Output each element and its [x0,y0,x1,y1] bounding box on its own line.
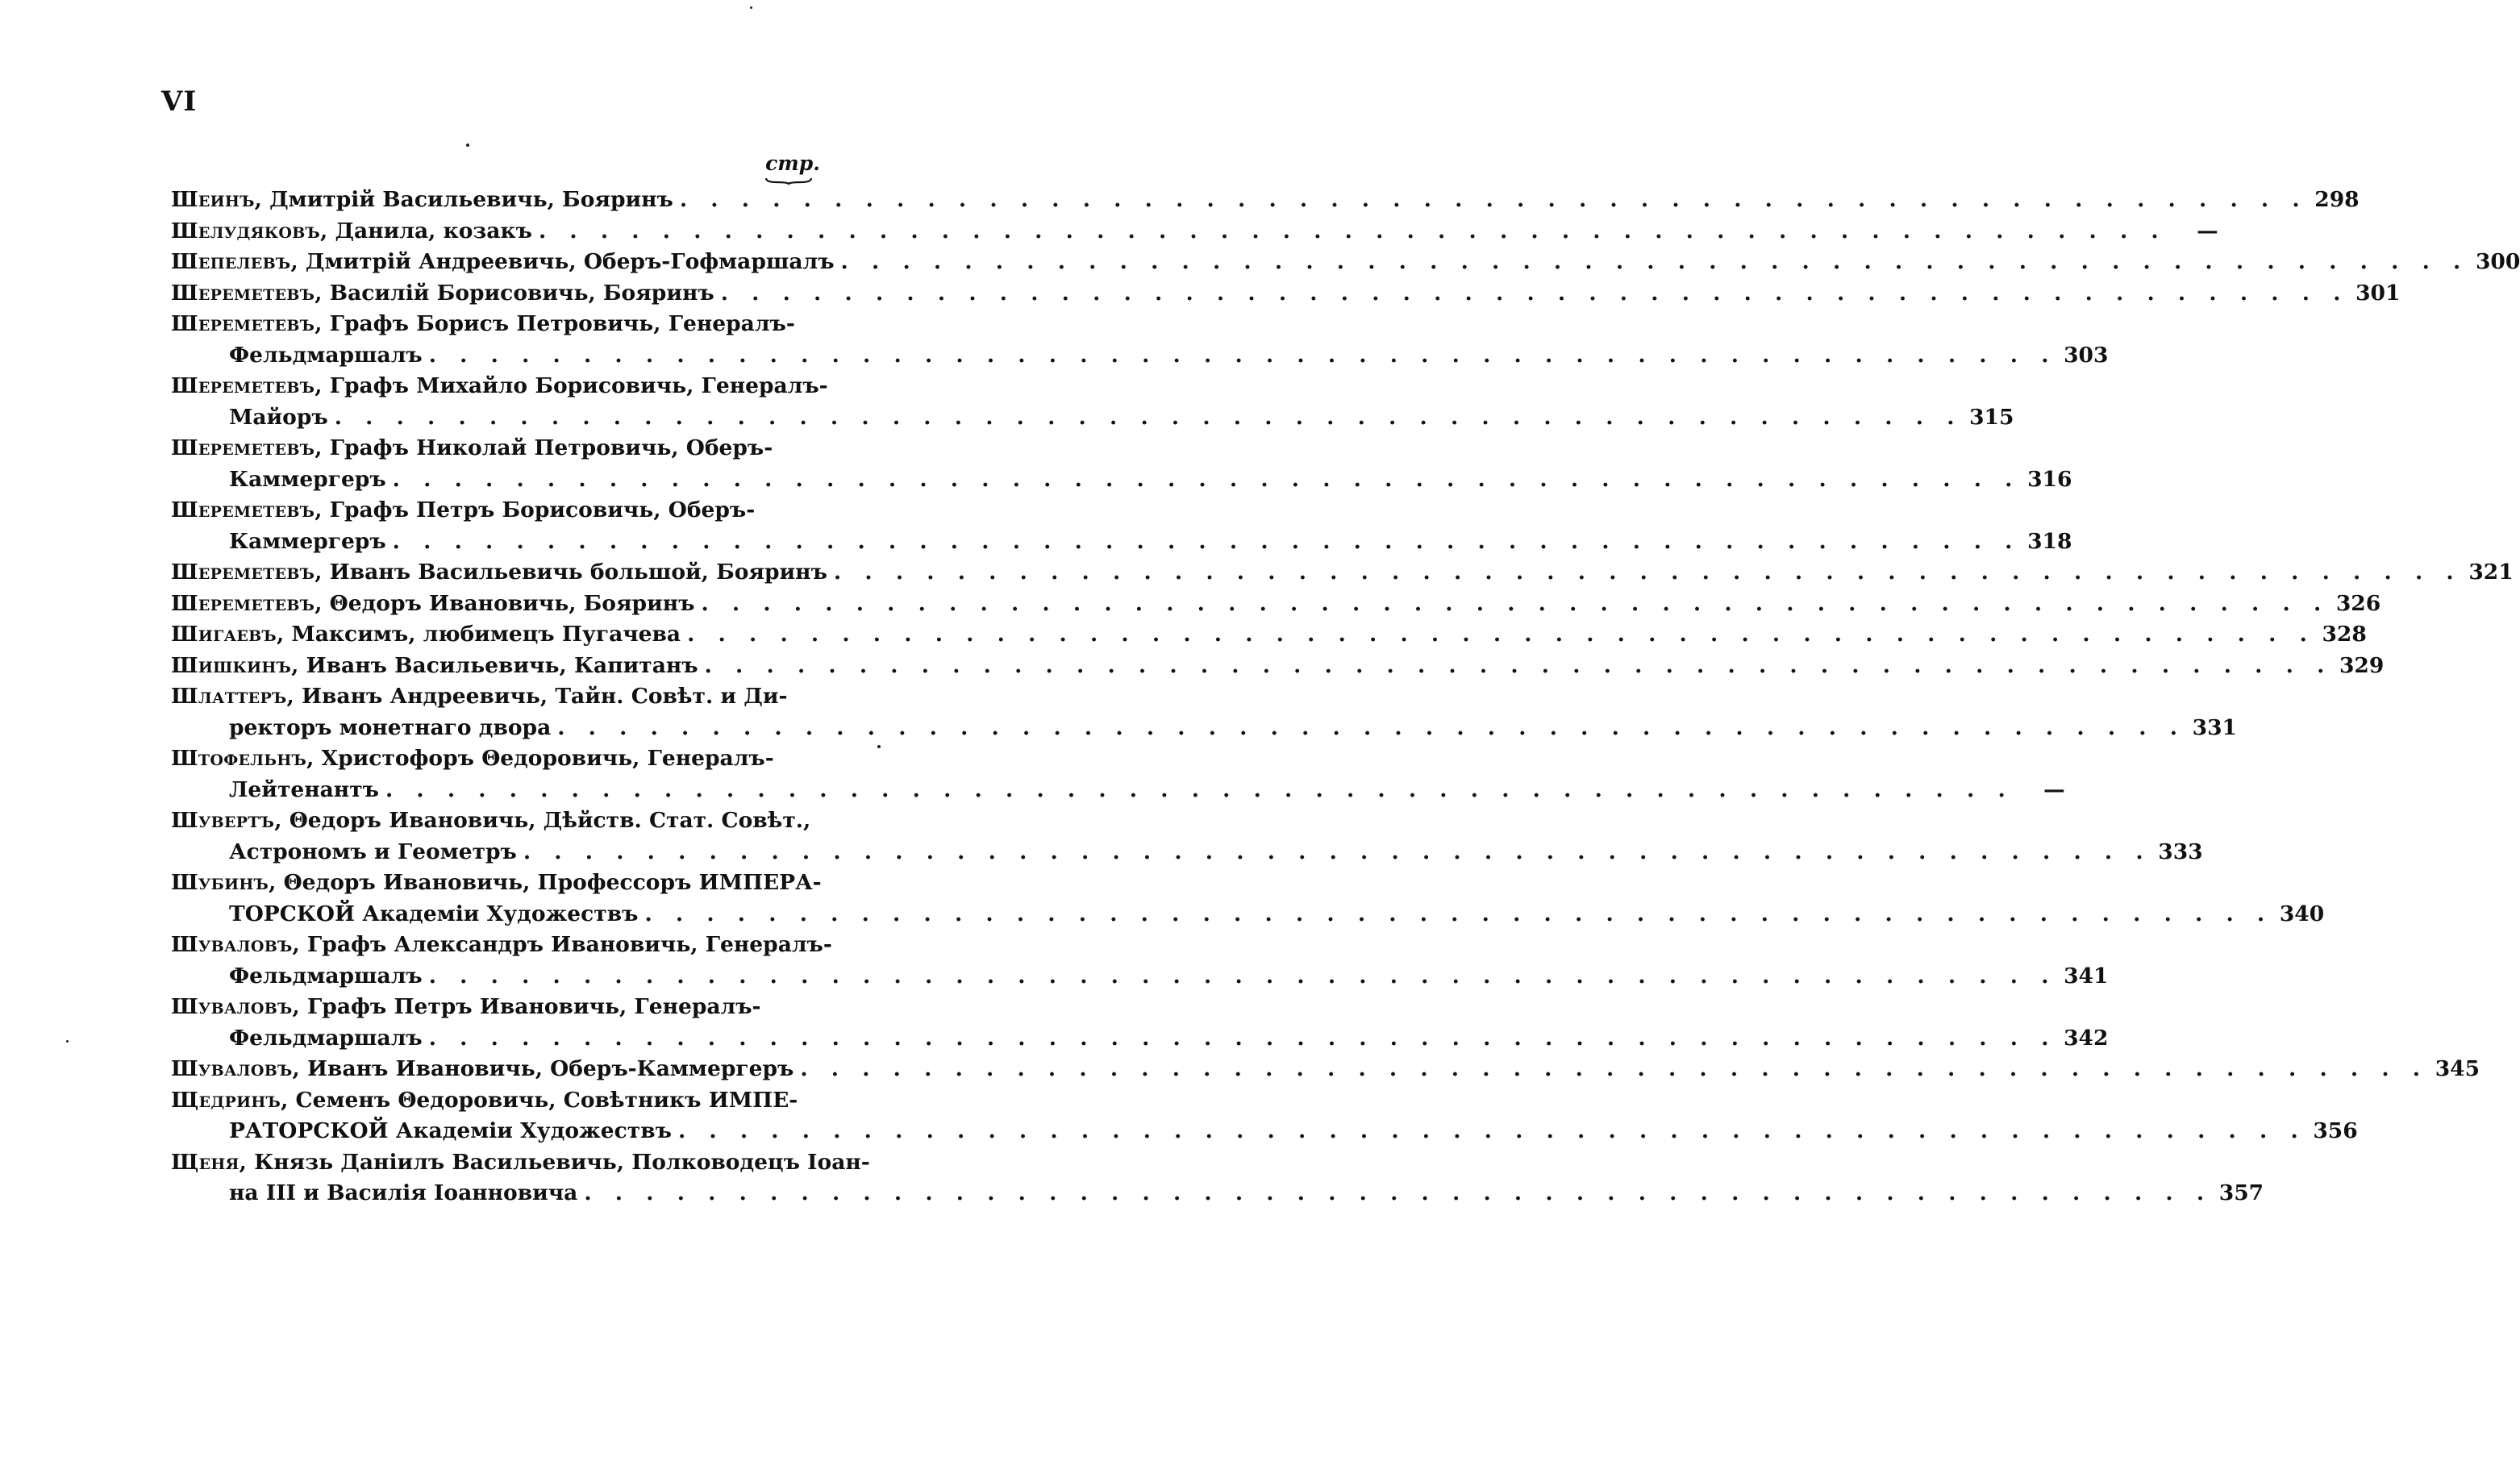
entry-surname: Щеня [171,1149,240,1175]
dot-leader [698,653,2333,678]
entry-surname: Шишкинъ [171,652,292,678]
toc-entry-continuation [171,839,2203,871]
entry-page-number: — [2043,776,2065,802]
entry-description: , Графъ Николай Петровичь, Оберъ- [314,435,773,460]
toc-entry [171,249,2520,281]
entry-page-number: 326 [2335,590,2381,616]
page-column-header [764,152,821,185]
entry-page-number: 318 [2027,528,2072,554]
toc-entry-continuation [171,714,2237,747]
entry-surname: Шереметевъ [171,435,315,460]
entry-heading [171,622,681,647]
entry-description: , Иванъ Андреевичь, Тайн. Совѣт. и Ди- [286,684,788,709]
toc-entry-continuation [171,528,2072,560]
entry-heading [171,1088,798,1113]
toc-entry [171,870,820,901]
entry-continuation-text: Майоръ [229,404,328,430]
toc-entry [171,373,828,405]
dot-leader [532,219,2167,244]
toc-entry [171,808,820,839]
entry-description: , Семенъ Θедоровичь, Совѣтникъ ИМПЕ- [281,1087,798,1113]
entry-description: , Графъ Петръ Ивановичь, Генералъ- [292,994,761,1019]
toc-entry [171,1056,2480,1088]
entry-surname: Шубинъ [171,870,269,895]
entry-heading [171,808,810,833]
entry-heading [171,249,835,274]
entry-heading [171,1056,793,1081]
dot-leader [423,1026,2057,1051]
toc-entry [171,684,820,715]
toc-entry-continuation [171,963,2109,995]
column-header-label: стр. [765,152,820,175]
speck [877,745,881,748]
entry-surname: Шуваловъ [171,932,293,957]
toc-entry [171,1088,820,1119]
entry-continuation-text: Фельдмаршалъ [229,963,423,989]
entry-continuation-text: Фельдмаршалъ [229,1025,423,1051]
entry-continuation-text: ТОРСКОЙ Академіи Художествъ [229,901,639,926]
entry-page-number: 331 [2192,714,2237,740]
entry-description: , Графъ Борисъ Петровичь, Генералъ- [314,311,795,336]
entry-description: , Данила, козакъ [320,218,532,244]
dot-leader [423,964,2057,989]
entry-heading [171,591,694,616]
entry-surname: Шереметевъ [171,311,315,336]
entry-continuation-text: РАТОРСКОЙ Академіи Художествъ [229,1118,672,1143]
entry-continuation-text: Каммергеръ [229,528,386,554]
entry-surname: Шувертъ [171,808,275,833]
entry-page-number: 315 [1969,404,2014,430]
entry-heading [171,187,673,212]
toc-entry-continuation [171,342,2109,374]
toc-entry-continuation [171,1118,2358,1150]
entry-description: , Иванъ Ивановичь, Оберъ-Каммергеръ [292,1056,794,1081]
entry-page-number: 300 [2475,249,2520,274]
entry-heading [171,932,832,957]
toc-entry-continuation [171,901,2325,933]
dot-leader [423,343,2057,368]
entry-heading [171,219,532,244]
entry-surname: Штофельнъ [171,746,307,771]
entry-continuation-text: Лейтенантъ [229,776,379,802]
entry-page-number: 345 [2435,1056,2480,1081]
entry-heading [171,684,788,709]
entry-page-number: 303 [2064,342,2109,368]
entry-page-number: 341 [2064,963,2109,989]
toc-entry [171,590,2381,622]
toc-entry [171,280,2401,312]
entry-surname: Шлаттеръ [171,684,287,709]
toc-entry-continuation [171,1180,2264,1212]
dot-leader [827,560,2462,585]
toc-entry [171,994,820,1026]
entry-continuation-text: ректоръ монетнаго двора [229,714,552,740]
entry-continuation-text: Астрономъ и Геометръ [229,839,517,864]
toc-entry [171,622,2367,653]
dot-leader [694,591,2329,616]
dot-leader [793,1056,2428,1081]
entry-page-number: 321 [2468,560,2514,585]
dot-leader [672,1118,2306,1143]
entry-description: , Князь Даніилъ Васильевичь, Полководецъ Іоан- [239,1149,870,1175]
toc-entry [171,187,2360,219]
entry-page-number: 356 [2313,1118,2358,1143]
toc-entry [171,560,2514,591]
speck [66,1040,69,1043]
entry-description: , Иванъ Васильевичь большой, Бояринъ [314,560,827,585]
entry-page-number: — [2197,218,2218,244]
entry-continuation-text: Каммергеръ [229,466,386,492]
dot-leader [386,529,2021,554]
entry-heading [171,870,822,895]
entry-heading [171,560,827,585]
toc-entry-continuation [171,466,2072,498]
speck [750,6,752,9]
entry-surname: Шереметевъ [171,560,315,585]
toc-entry-continuation [171,776,2065,809]
dot-leader [379,777,2014,802]
entry-description: , Василій Борисовичь, Бояринъ [314,280,714,306]
entry-page-number: 340 [2279,901,2325,926]
entry-description: , Христофоръ Θедоровичь, Генералъ- [306,746,774,771]
entry-description: , Дмитрій Васильевичь, Бояринъ [254,187,673,212]
entry-surname: Шереметевъ [171,373,315,398]
brace-icon [764,177,813,185]
entry-page-number: 316 [2027,466,2072,492]
entry-page-number: 357 [2218,1180,2264,1205]
speck [466,144,469,147]
entry-page-number: 333 [2158,839,2203,864]
entry-continuation-text: Фельдмаршалъ [229,342,423,368]
dot-leader [386,467,2021,492]
dot-leader [835,249,2469,274]
toc-entry [171,218,2218,250]
entry-heading [171,435,773,460]
entry-surname: Шуваловъ [171,994,293,1019]
dot-leader [638,901,2272,926]
entry-page-number: 329 [2339,652,2385,678]
entry-description: , Θедоръ Ивановичь, Бояринъ [314,590,695,616]
entry-page-number: 298 [2314,187,2360,212]
entry-description: , Графъ Петръ Борисовичь, Оберъ- [314,497,756,522]
entry-surname: Шигаевъ [171,622,277,647]
entry-heading [171,281,714,306]
dot-leader [328,405,1963,430]
dot-leader [673,187,2308,212]
entry-continuation-text: на III и Василія Іоанновича [229,1180,578,1205]
entry-surname: Шереметевъ [171,280,315,306]
entry-description: , Графъ Михайло Борисовичь, Генералъ- [314,373,828,398]
dot-leader [714,281,2349,306]
entry-surname: Шуваловъ [171,1056,293,1081]
entry-heading [171,373,828,398]
toc-entry [171,652,2385,685]
toc-entry [171,497,820,529]
dot-leader [551,715,2185,740]
entry-page-number: 342 [2064,1025,2109,1051]
page-number: VI [161,85,198,118]
dot-leader [577,1180,2212,1205]
toc-entry [171,1149,870,1181]
entry-description: , Графъ Александръ Ивановичь, Генералъ- [292,932,832,957]
entry-description: , Иванъ Васильевичь, Капитанъ [291,652,698,678]
toc-entry [171,435,820,467]
entry-heading [171,653,698,678]
entry-surname: Щедринъ [171,1087,281,1113]
entry-description: , Дмитрій Андреевичь, Оберъ-Гофмаршалъ [290,249,835,274]
entry-heading [171,746,774,771]
dot-leader [681,622,2315,647]
entry-surname: Шепелевъ [171,249,291,274]
table-of-contents [171,187,2520,1212]
toc-entry-continuation [171,404,2014,436]
entry-description: , Максимъ, любимецъ Пугачева [276,622,681,647]
toc-entry [171,311,820,343]
toc-entry [171,932,832,964]
entry-description: , Θедоръ Ивановичь, Профессоръ ИМПЕРА- [269,870,822,895]
entry-surname: Шереметевъ [171,590,315,616]
dot-leader [517,839,2151,864]
entry-page-number: 328 [2322,622,2367,647]
entry-heading [171,1150,870,1175]
entry-description: , Θедоръ Ивановичь, Дѣйств. Стат. Совѣт., [274,808,811,833]
entry-page-number: 301 [2355,280,2401,306]
entry-heading [171,497,755,522]
entry-heading [171,994,761,1019]
entry-heading [171,311,795,336]
entry-surname: Шеинъ [171,187,255,212]
entry-surname: Шереметевъ [171,497,315,522]
entry-surname: Шелудяковъ [171,218,321,244]
toc-entry-continuation [171,1025,2109,1057]
toc-entry [171,746,820,777]
